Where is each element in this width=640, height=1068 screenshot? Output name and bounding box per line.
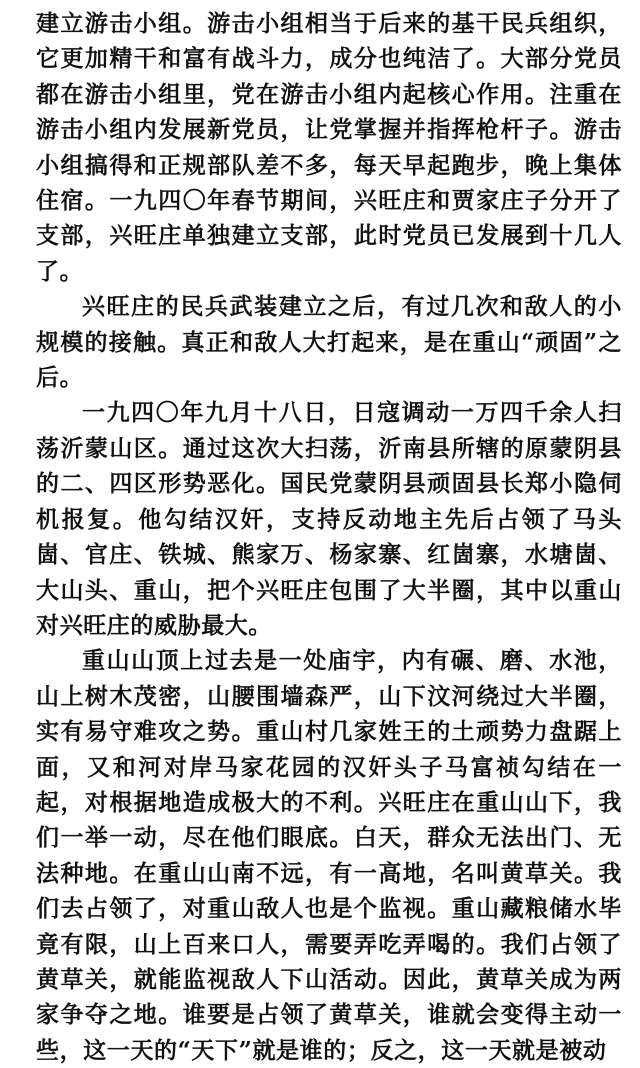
paragraph-chongshan-stronghold: 重山山顶上过去是一处庙宇，内有碾、磨、水池，山上树木茂密，山腰围墙森严，山下汶河绕过大半圈，实有易守难攻之势。重山村几家姓王的土顽势力盘踞上面，又和河对岸马家花园的汉奸头子马富祯勾结在一起，对根据地造成极大的不利。兴旺庄在重山山下，我们一举一动，尽在他们眼底。白天，群众无法出门、无法种地。在重山山南不远，有一高地，名叫黄草关。我们去占领了，对重山敌人也是个监视。重山藏粮储水毕竟有限，山上百来口人，需要弄吃弄喝的。我们占领了黄草关，就能监视敌人下山活动。因此，黄草关成为两家争夺之地。谁要是占领了黄草关，谁就会变得主动一些，这一天的“天下”就是谁的；反之，这一天就是被动 (36, 647, 622, 1064)
paragraph-guerrilla-groups: 建立游击小组。游击小组相当于后来的基干民兵组织，它更加精干和富有战斗力，成分也纯洁了。大部分党员都在游击小组里，党在游击小组内起核心作用。注重在游击小组内发展新党员，让党掌握并指挥枪杆子。游击小组搞得和正规部队差不多，每天早起跑步，晚上集体住宿。一九四〇年春节期间，兴旺庄和贾家庄子分开了支部，兴旺庄单独建立支部，此时党员已发展到十几人了。 (36, 10, 622, 285)
paragraph-militia-contact: 兴旺庄的民兵武装建立之后，有过几次和敌人的小规模的接触。真正和敌人大打起来，是在重山“顽固”之后。 (36, 293, 622, 392)
paragraph-mopping-up-campaign: 一九四〇年九月十八日，日寇调动一万四千余人扫荡沂蒙山区。通过这次大扫荡，沂南县所辖的原蒙阴县的二、四区形势恶化。国民党蒙阴县顽固县长郑小隐伺机报复。他勾结汉奸，支持反动地主先后占领了马头崮、官庄、铁城、熊家万、杨家寨、红崮寨，水塘崮、大山头、重山，把个兴旺庄包围了大半圈，其中以重山对兴旺庄的威胁最大。 (36, 399, 622, 639)
